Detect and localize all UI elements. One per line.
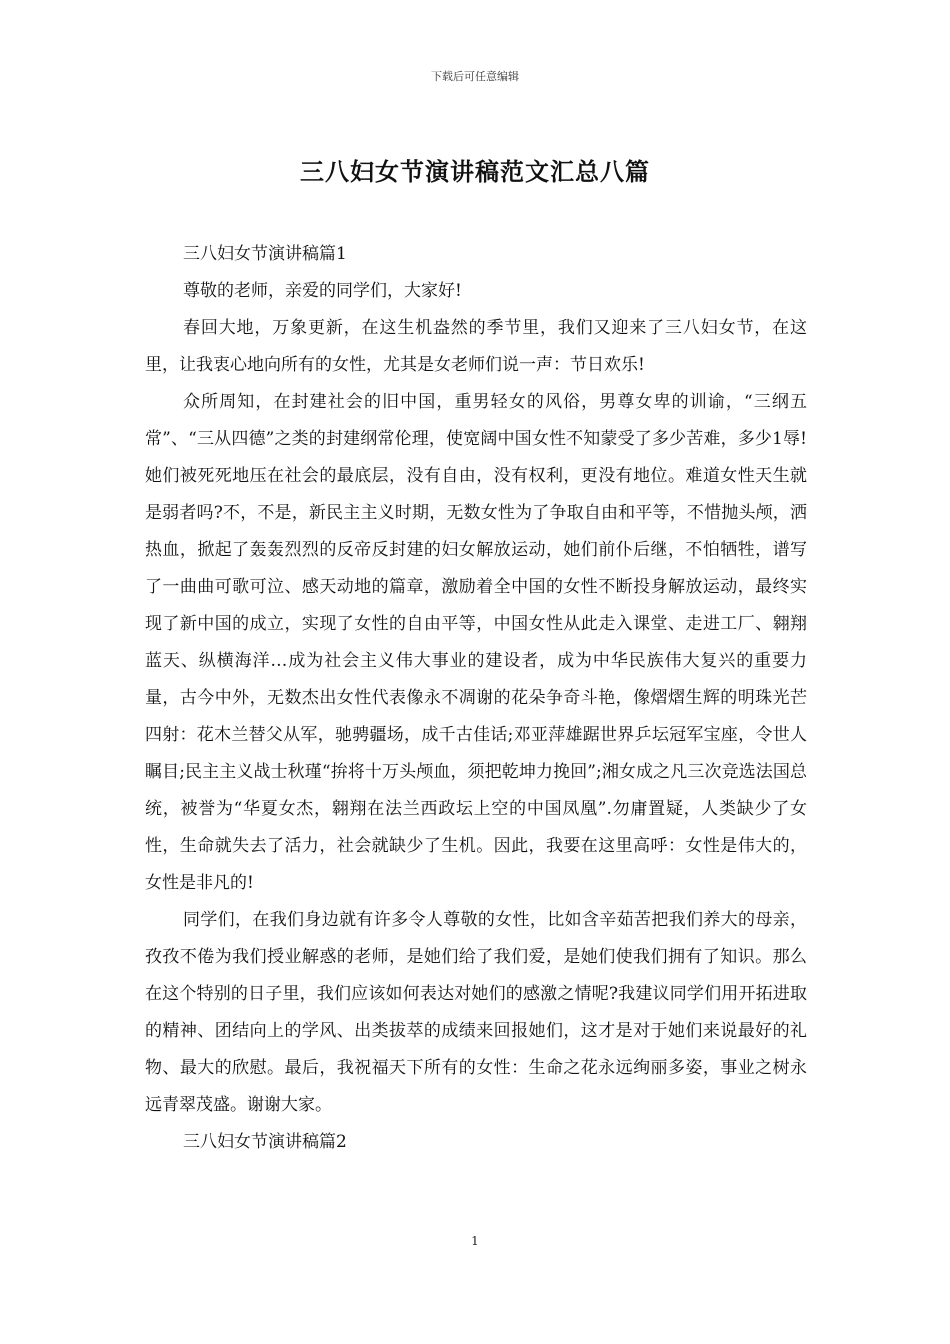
document-body [145,236,807,1161]
section-heading: 三八妇女节演讲稿篇1 [183,244,347,264]
page-header-note: 下载后可任意编辑 [431,70,519,83]
paragraph: 众所周知，在封建社会的旧中国，重男轻女的风俗，男尊女卑的训谕，“三纲五常”、“三从四德”之类的封建纲常伦理，使宽阔中国女性不知蒙受了多少苦难，多少1辱!她们被死死地压在社会的最底层，没有自由，没有权利，更没有地位。难道女性天生就是弱者吗?不，不是，新民主主义时期，无数女性为了争取自由和平等，不惜抛头颅，洒热血，掀起了轰轰烈烈的反帝反封建的妇女解放运动，她们前仆后继，不怕牺牲，谱写了一曲曲可歌可泣、感天动地的篇章，激励着全中国的女性不断投身解放运动，最终实现了新中国的成立，实现了女性的自由平等，中国女性从此走入课堂、走进工厂、翱翔蓝天、纵横海洋…成为社会主义伟大事业的建设者，成为中华民族伟大复兴的重要力量，古今中外，无数杰出女性代表像永不凋谢的花朵争奇斗艳，像熠熠生辉的明珠光芒四射：花木兰替父从军，驰骋疆场，成千古佳话;邓亚萍雄踞世界乒坛冠军宝座，令世人瞩目;民主主义战士秋瑾“拚将十万头颅血，须把乾坤力挽回”;湘女成之凡三次竞选法国总统，被誉为“华夏女杰，翱翔在法兰西政坛上空的中国凤凰”.勿庸置疑，人类缺少了女性，生命就失去了活力，社会就缺少了生机。因此，我要在这里高呼：女性是伟大的，女性是非凡的! [145,392,807,893]
section-heading: 三八妇女节演讲稿篇2 [183,1132,347,1152]
document-title: 三八妇女节演讲稿范文汇总八篇 [300,157,650,186]
paragraph: 同学们，在我们身边就有许多令人尊敬的女性，比如含辛茹苦把我们养大的母亲，孜孜不倦为我们授业解惑的老师，是她们给了我们爱，是她们使我们拥有了知识。那么在这个特别的日子里，我们应该如何表达对她们的感激之情呢?我建议同学们用开拓进取的精神、团结向上的学风、出类拔萃的成绩来回报她们，这才是对于她们来说最好的礼物、最大的欣慰。最后，我祝福天下所有的女性：生命之花永远绚丽多姿，事业之树永远青翠茂盛。谢谢大家。 [145,910,807,1115]
page-number: 1 [471,1234,479,1248]
paragraph: 春回大地，万象更新，在这生机盎然的季节里，我们又迎来了三八妇女节，在这里，让我衷心地向所有的女性，尤其是女老师们说一声：节日欢乐! [145,318,807,375]
paragraph-greeting: 尊敬的老师，亲爱的同学们，大家好! [183,281,462,301]
